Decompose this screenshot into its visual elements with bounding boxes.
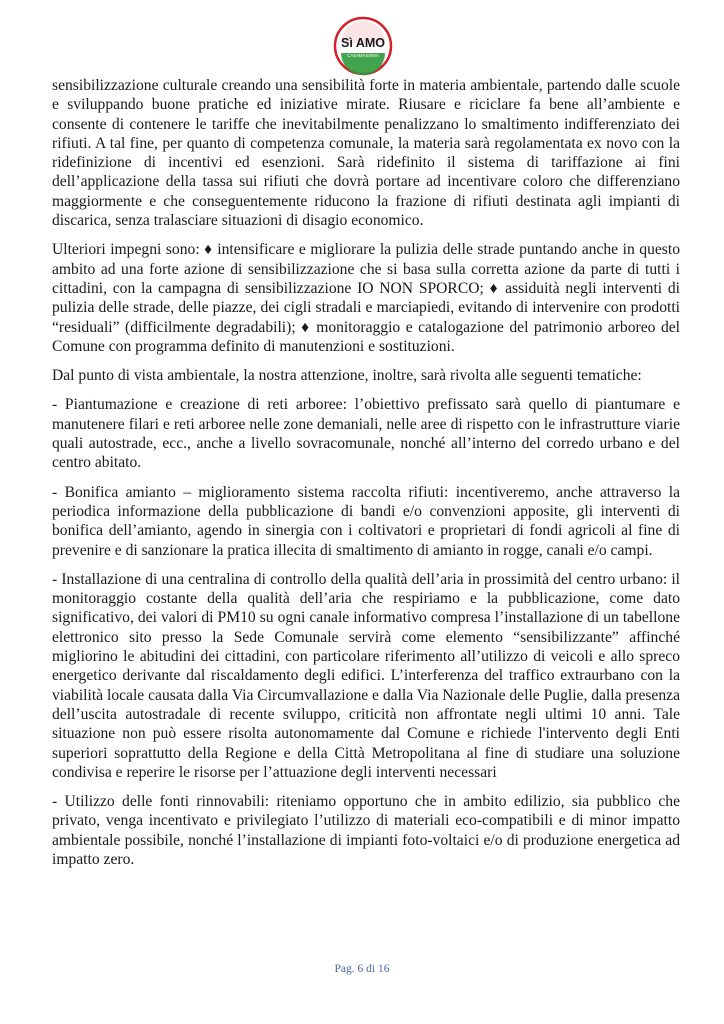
paragraph-centralina-aria: - Installazione di una centralina di controllo della qualità dell’aria in prossimità del centro urbano: il monitoraggio costante della qualità dell’aria che respiriamo e la pubblicazione, come dato significativo, dei valori di PM10 su ogni canale informativo compresa l’installazione di un tabellone elettronico sito presso la Sede Comunale servirà come elemento “sensibilizzante” affinché migliorino le abitudini dei cittadini, con particolare riferimento all’utilizzo di veicoli e allo spreco energetico derivante dal riscaldamento degli edifici. L’interferenza del traffico extraurbano con la viabilità locale causata dalla Via Circumvallazione e dalla Via Nazionale delle Puglie, dalla presenza dell’uscita autostradale di recente sviluppo, criticità non affrontate negli ultimi 10 anni. Tale situazione non può essere risolta autonomamente dal Comune e richiede l'intervento degli Enti superiori soprattutto della Regione e della Città Metropolitana al fine di studiare una soluzione condivisa e reperire le risorse per l’attuazione degli interventi necessari — [52, 570, 680, 781]
paragraph-sensibilizzazione: sensibilizzazione culturale creando una sensibilità forte in materia ambientale, partendo dalle scuole e sviluppando buone pratiche ed iniziative mirate. Riusare e riciclare fa bene all’ambiente e consente di contenere le tariffe che inevitabilmente penalizzano lo smaltimento indifferenziato dei rifiuti. A tal fine, per quanto di competenza comunale, la materia sarà regolamentata ex novo con la ridefinizione di incentivi ed esenzioni. Sarà ridefinito il sistema di tariffazione ai fini dell’applicazione della tassa sui rifiuti che dovrà portare ad incentivare coloro che differenziano maggiormente e che conseguentemente riducono la frazione di rifiuti destinata agli impianti di discarica, senza tralasciare situazioni di disagio economico. — [52, 77, 680, 230]
paragraph-punto-di-vista: Dal punto di vista ambientale, la nostra attenzione, inoltre, sarà rivolta alle seguenti tematiche: — [52, 367, 642, 385]
paragraph-ulteriori-impegni: Ulteriori impegni sono: ♦ intensificare e migliorare la pulizia delle strade puntando anche in questo ambito ad una forte azione di sensibilizzazione che si basa sulla corretta azione da parte di tutti i cittadini, con la campagna di sensibilizzazione IO NON SPORCO; ♦ assiduità negli interventi di pulizia delle strade, delle piazze, dei cigli stradali e marciapiedi, evitando di intervenire con prodotti “residuali” (difficilmente degradabili); ♦ monitoraggio e catalogazione del patrimonio arboreo del Comune con programma definito di manutenzioni e sostituzioni. — [52, 241, 680, 355]
document-body — [52, 76, 680, 879]
page-number: Pag. 6 di 16 — [334, 963, 390, 975]
paragraph-fonti-rinnovabili: - Utilizzo delle fonti rinnovabili: riteniamo opportuno che in ambito edilizio, sia pubblico che privato, venga incentivato e privilegiato l’utilizzo di materiali eco-compatibili e di minor impatto ambientale possibile, nonché l’installazione di impianti foto-voltaici e/o di produzione energetica ad impatto zero. — [52, 793, 680, 868]
logo-sub-text: CASAMASSIMA — [347, 53, 379, 58]
paragraph-piantumazione: - Piantumazione e creazione di reti arboree: l’obiettivo prefissato sarà quello di piantumare e manutenere filari e reti arboree nelle zone demaniali, nelle aree di rispetto con le infrastrutture viarie quali autostrade, ecc., anche a livello sovracomunale, nonché all’interno del corredo urbano e del centro abitato. — [52, 396, 680, 472]
logo-main-text: Sì AMO — [341, 36, 385, 50]
party-logo — [333, 16, 393, 76]
paragraph-bonifica-amianto: - Bonifica amianto – miglioramento sistema raccolta rifiuti: incentiveremo, anche attraverso la periodica informazione della pubblicazione di bandi e/o convenzioni apposite, gli interventi di bonifica dell’amianto, agendo in sinergia con i coltivatori e proprietari di fondi agricoli al fine di prevenire e di sanzionare la pratica illecita di smaltimento di amianto in rogge, canali e/o campi. — [52, 483, 680, 559]
party-logo-graphic — [333, 16, 393, 76]
